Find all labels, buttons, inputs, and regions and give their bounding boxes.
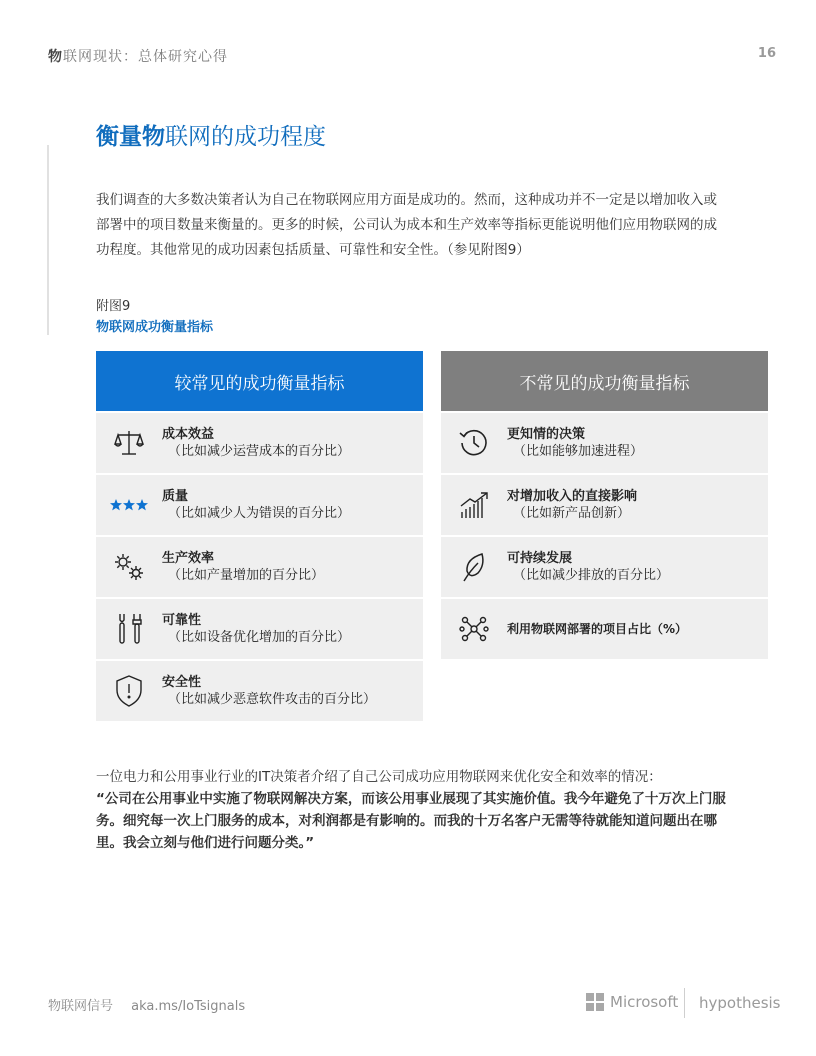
metric-row (96, 537, 423, 597)
metric-row (96, 599, 423, 659)
metric-title: 安全性 (162, 675, 202, 690)
metric-row (441, 599, 768, 659)
figure-number: 附图9 (96, 299, 131, 314)
microsoft-squares-icon (586, 993, 604, 1011)
quote-intro: 一位电力和公用事业行业的IT决策者介绍了自己公司成功应用物联网来优化安全和效率的情况： (96, 769, 662, 785)
intro-paragraph: 我们调查的大多数决策者认为自己在物联网应用方面是成功的。然而，这种成功并不一定是以增加收入或部署中的项目数量来衡量的。更多的时候，公司认为成本和生产效率等指标更能说明他们应用物联网的成功程度。其他常见的成功因素包括质量、可靠性和安全性。（参见附图9） (96, 192, 717, 258)
uncommon-metrics-column (441, 351, 768, 659)
metric-title: 质量 (162, 489, 189, 504)
metric-title: 成本效益 (162, 427, 215, 442)
page-number: 16 (757, 46, 776, 61)
common-metrics-heading: 较常见的成功衡量指标 (96, 351, 423, 411)
metric-title: 对增加收入的直接影响 (507, 489, 638, 504)
metric-row (96, 661, 423, 721)
metric-detail: （比如能够加速进程） (513, 444, 644, 459)
metric-title: 利用物联网部署的项目占比（%） (507, 621, 688, 636)
shield-icon (96, 674, 162, 708)
tools-icon (96, 612, 162, 646)
metric-detail: （比如减少人为错误的百分比） (168, 506, 351, 521)
metric-detail: （比如减少运营成本的百分比） (168, 444, 351, 459)
microsoft-wordmark: Microsoft (610, 993, 679, 1011)
hypothesis-logo: hypothesis (699, 994, 781, 1012)
footer-divider (684, 988, 685, 1018)
metric-row (441, 537, 768, 597)
footer-link[interactable]: aka.ms/IoTsignals (131, 999, 246, 1014)
metric-detail: （比如新产品创新） (513, 506, 631, 521)
stars-icon (96, 497, 162, 513)
metric-row (441, 475, 768, 535)
footer-label: 物联网信号 (48, 999, 114, 1014)
accent-line (47, 145, 49, 335)
history-clock-icon (441, 427, 507, 459)
metric-detail: （比如减少排放的百分比） (513, 568, 670, 583)
microsoft-logo (586, 993, 678, 1011)
metric-title: 可持续发展 (507, 551, 573, 566)
metric-detail: （比如减少恶意软件攻击的百分比） (168, 692, 377, 707)
metric-row (441, 413, 768, 473)
footer-left (48, 995, 259, 1014)
gears-icon (96, 551, 162, 583)
metric-title: 更知情的决策 (507, 427, 586, 442)
metric-row (96, 413, 423, 473)
running-header: 物联网现状：总体研究心得 (48, 49, 228, 65)
metric-title: 生产效率 (162, 551, 215, 566)
common-metrics-column (96, 351, 423, 721)
scale-icon (96, 427, 162, 459)
leaf-icon (441, 551, 507, 583)
growth-chart-icon (441, 490, 507, 520)
section-title: 衡量物联网的成功程度 (96, 124, 326, 150)
network-icon (441, 614, 507, 644)
customer-quote (96, 766, 726, 854)
metric-row (96, 475, 423, 535)
metric-title: 可靠性 (162, 613, 202, 628)
uncommon-metrics-heading: 不常见的成功衡量指标 (441, 351, 768, 411)
figure-title: 物联网成功衡量指标 (96, 320, 214, 335)
metric-detail: （比如设备优化增加的百分比） (168, 630, 351, 645)
quote-text: “公司在公用事业中实施了物联网解决方案，而该公用事业展现了其实施价值。我今年避免了十万次上门服务。细究每一次上门服务的成本，对利润都是有影响的。而我的十万名客户无需等待就能知道问题出在哪里。我会立刻与他们进行问题分类。” (96, 791, 726, 851)
metric-detail: （比如产量增加的百分比） (168, 568, 325, 583)
